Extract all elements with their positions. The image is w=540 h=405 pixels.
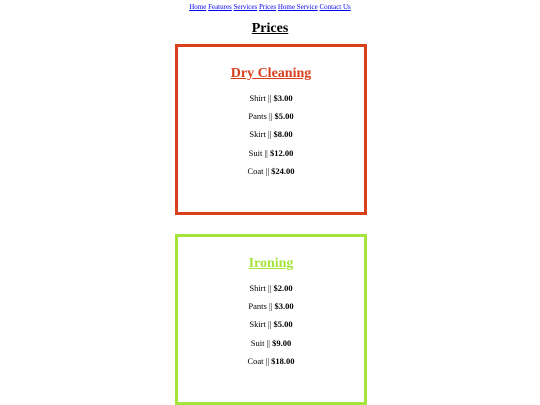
item-name: Suit — [250, 337, 265, 348]
separator: || — [268, 129, 272, 140]
nav-link-home[interactable]: Home — [189, 3, 207, 11]
separator: || — [268, 93, 272, 103]
section-title: Ironing — [248, 256, 294, 271]
item-name: Shirt — [249, 283, 266, 293]
item-price: $8.00 — [273, 129, 293, 140]
separator: || — [265, 355, 270, 366]
item-price: $5.00 — [273, 319, 293, 330]
item-name: Pants — [248, 111, 267, 122]
item-price: $3.00 — [273, 93, 293, 103]
item-name: Skirt — [249, 319, 266, 330]
list-item — [178, 125, 364, 143]
nav-link-services[interactable]: Services — [233, 3, 258, 11]
separator: || — [268, 301, 273, 312]
nav-link-contact-us[interactable]: Contact Us — [319, 3, 351, 11]
item-price: $24.00 — [271, 165, 295, 176]
list-item — [178, 334, 364, 352]
item-price: $5.00 — [274, 111, 294, 122]
price-list — [178, 89, 364, 180]
nav-link-home-service[interactable]: Home Service — [277, 3, 318, 11]
item-price: $12.00 — [269, 147, 294, 158]
item-price: $3.00 — [274, 301, 294, 312]
list-item — [178, 315, 364, 333]
list-item — [178, 144, 364, 162]
top-nav — [0, 0, 540, 11]
item-name: Coat — [247, 165, 264, 176]
list-item — [178, 297, 364, 315]
item-price: $2.00 — [273, 283, 293, 293]
item-price: $18.00 — [271, 355, 295, 366]
separator: || — [264, 147, 268, 158]
item-name: Shirt — [249, 93, 266, 103]
list-item — [178, 89, 364, 107]
item-name: Suit — [248, 147, 263, 158]
separator: || — [265, 165, 270, 176]
nav-link-features[interactable]: Features — [208, 3, 232, 11]
list-item — [178, 279, 364, 297]
list-item — [178, 352, 364, 370]
price-list — [178, 279, 364, 370]
separator: || — [268, 319, 272, 330]
dry-cleaning-box — [175, 44, 367, 215]
separator: || — [268, 111, 273, 122]
item-name: Coat — [247, 355, 264, 366]
item-price: $9.00 — [272, 337, 292, 348]
item-name: Pants — [248, 301, 267, 312]
section-title: Dry Cleaning — [230, 66, 312, 81]
list-item — [178, 162, 364, 180]
ironing-box — [175, 234, 367, 405]
nav-link-prices[interactable]: Prices — [259, 3, 277, 11]
page-title: Prices — [251, 21, 289, 36]
list-item — [178, 107, 364, 125]
item-name: Skirt — [249, 129, 266, 140]
separator: || — [268, 283, 272, 293]
separator: || — [266, 337, 270, 348]
